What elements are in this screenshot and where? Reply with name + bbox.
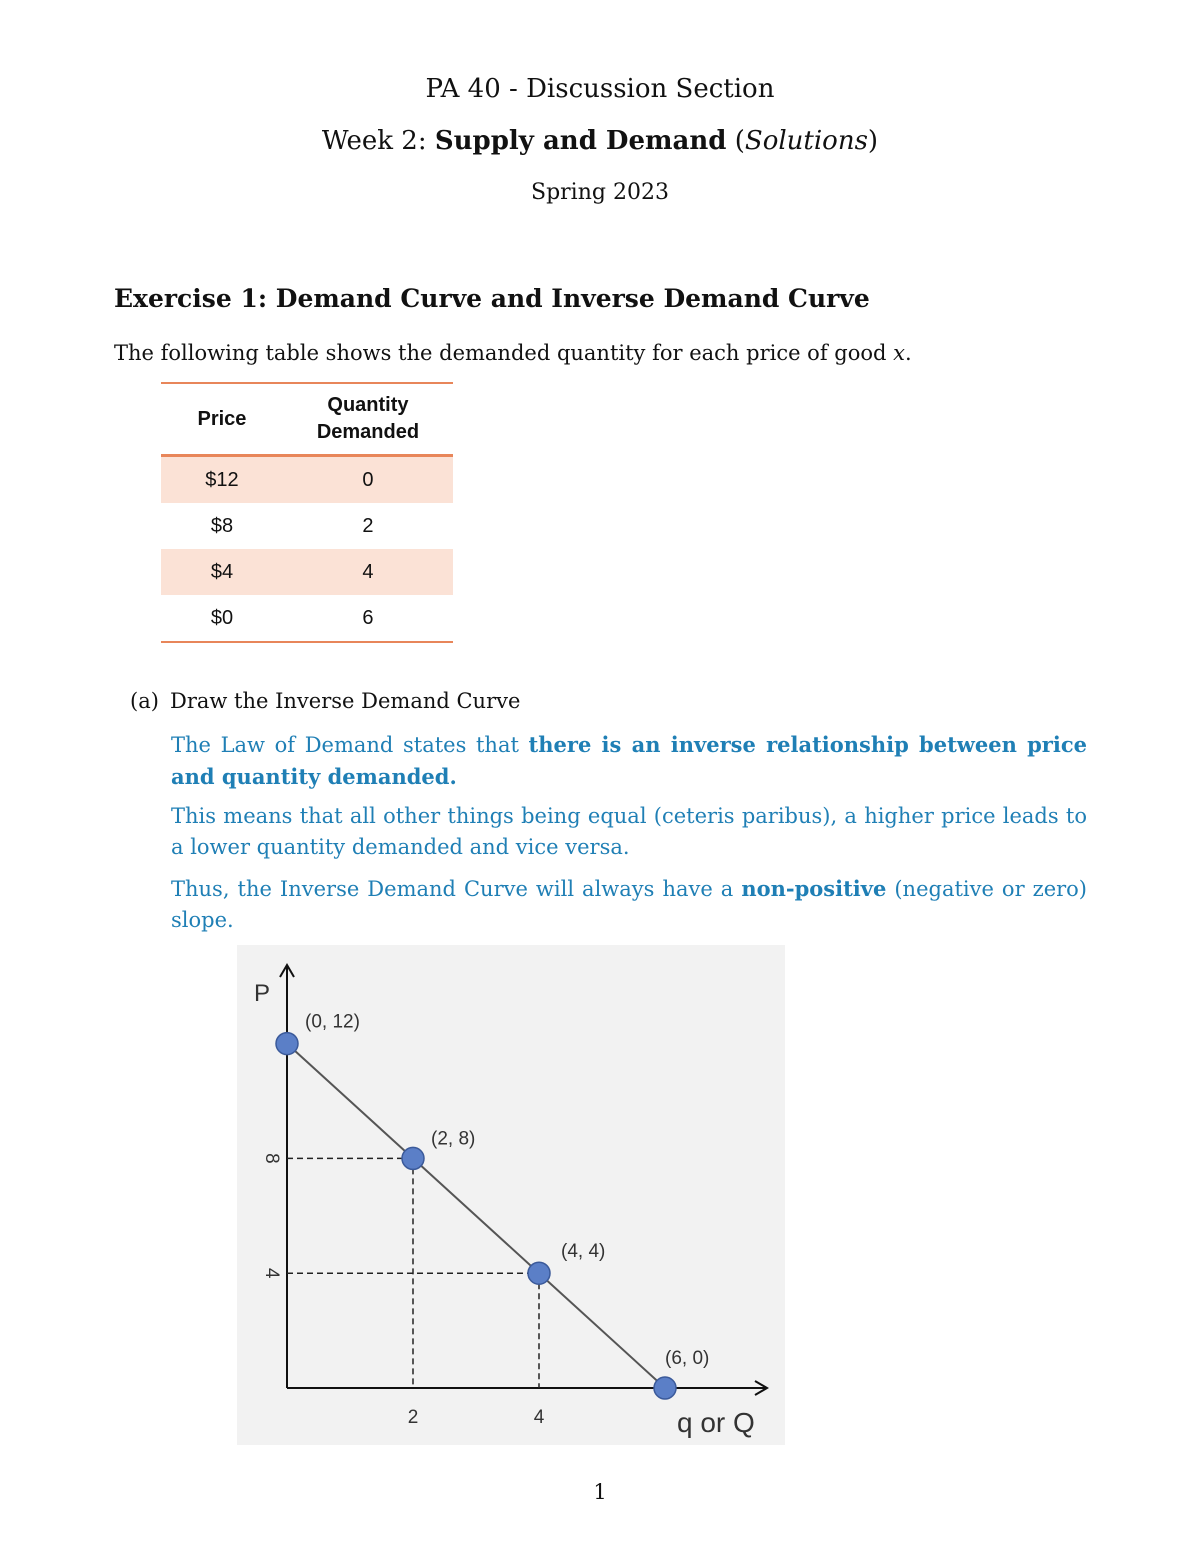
answer-paragraph-3	[171, 873, 1087, 936]
quantity-cell: 6	[362, 606, 374, 629]
course-title: PA 40 - Discussion Section	[425, 74, 775, 104]
quantity-cell: 2	[362, 514, 374, 537]
table-row	[161, 595, 453, 642]
y-tick-label-1: 4	[260, 1267, 282, 1279]
demand-table	[161, 382, 453, 643]
inverse-demand-chart	[237, 945, 785, 1445]
point-label-1: (2, 8)	[431, 1128, 476, 1150]
answer-paragraph-2: This means that all other things being equal (ceteris paribus), a higher price leads to a lower quantity demanded and vice versa.	[171, 804, 1087, 859]
week-topic: Supply and Demand	[434, 126, 727, 156]
intro-end: .	[904, 341, 912, 365]
data-point-3	[654, 1377, 676, 1399]
answer-3-plain: Thus, the Inverse Demand Curve will always have a	[171, 877, 742, 901]
x-axis-label: q or Q	[677, 1407, 755, 1438]
point-label-0: (0, 12)	[305, 1011, 360, 1033]
table-row	[161, 549, 453, 595]
answer-paragraph-1	[171, 729, 1087, 793]
quantity-cell: 0	[283, 456, 453, 504]
price-cell: $4	[161, 549, 283, 595]
week-paren-open: (	[726, 126, 745, 156]
page-number: 1	[593, 1480, 607, 1504]
point-label-2: (4, 4)	[561, 1241, 606, 1263]
intro-variable: x	[893, 341, 905, 365]
week-prefix: Week 2:	[321, 126, 435, 156]
y-tick-label-0: 8	[260, 1153, 282, 1164]
intro-text: The following table shows the demanded quantity for each price of good	[114, 341, 894, 365]
week-solutions: Solutions	[744, 126, 868, 156]
data-point-2	[528, 1262, 550, 1284]
data-point-1	[402, 1147, 424, 1169]
x-tick-label-0: 2	[407, 1407, 419, 1428]
quantity-cell: 4	[283, 549, 453, 595]
x-tick-label-1: 4	[533, 1407, 545, 1428]
week-paren-close: )	[867, 126, 879, 156]
answer-1-plain: The Law of Demand states that	[171, 733, 529, 757]
data-point-0	[276, 1033, 298, 1055]
price-cell: $12	[161, 456, 283, 504]
header-quantity-line2: Demanded	[316, 421, 420, 443]
part-a-text: Draw the Inverse Demand Curve	[170, 689, 521, 713]
part-a-prompt	[130, 689, 520, 713]
part-a-label: (a)	[130, 689, 159, 713]
answer-3-end: (negative or zero) slope.	[171, 877, 1087, 932]
table-row	[161, 456, 453, 504]
table-header-row	[161, 383, 453, 456]
y-axis-label: P	[254, 980, 271, 1007]
week-title	[0, 126, 1200, 156]
header-quantity	[283, 383, 453, 456]
exercise-intro	[114, 341, 912, 365]
header-quantity-line1: Quantity	[327, 394, 409, 416]
term: Spring 2023	[531, 180, 669, 205]
price-cell: $0	[210, 606, 234, 629]
point-label-3: (6, 0)	[665, 1348, 710, 1369]
answer-3-bold: non-positive	[741, 876, 887, 901]
table-row	[161, 503, 453, 549]
header-price: Price	[197, 407, 247, 430]
answer-1-bold: there is an inverse relationship between price and quantity demanded.	[171, 732, 1087, 789]
exercise-title: Exercise 1: Demand Curve and Inverse Demand Curve	[114, 284, 870, 313]
price-cell: $8	[210, 514, 234, 537]
